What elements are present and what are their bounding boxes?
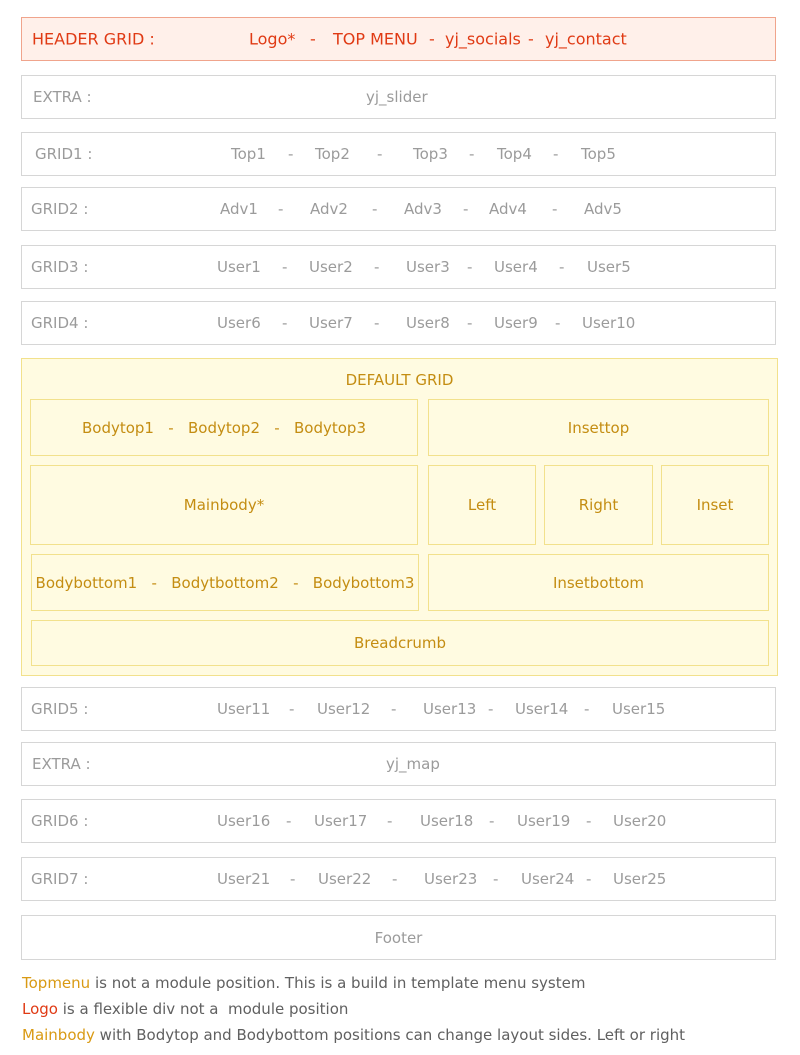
grid3-label: GRID3 : xyxy=(31,258,89,276)
grid7-item: User25 xyxy=(613,870,667,888)
note-highlight-topmenu: Topmenu xyxy=(22,974,91,992)
grid4-item: User9 xyxy=(494,314,538,332)
grid-separator: - xyxy=(467,258,473,276)
grid3-item: User3 xyxy=(406,258,450,276)
grid2-label: GRID2 : xyxy=(31,200,89,218)
grid-separator: - xyxy=(278,200,284,218)
grid1-item: Top3 xyxy=(413,145,448,163)
grid6-item: User17 xyxy=(314,812,368,830)
grid-separator: - xyxy=(286,812,292,830)
insetbottom-label: Insetbottom xyxy=(552,573,645,592)
grid-separator: - xyxy=(586,870,592,888)
grid-separator: - xyxy=(488,700,494,718)
grid6-item: User19 xyxy=(517,812,571,830)
header-item-socials: yj_socials xyxy=(445,29,521,49)
grid4-item: User10 xyxy=(582,314,636,332)
grid-separator: - xyxy=(555,314,561,332)
header-grid-label: HEADER GRID : xyxy=(32,29,155,49)
grid1-row xyxy=(21,132,776,176)
header-item-contact: yj_contact xyxy=(545,29,627,49)
notes xyxy=(22,972,685,1050)
grid6-item: User20 xyxy=(613,812,667,830)
grid6-row xyxy=(21,799,776,843)
grid3-item: User5 xyxy=(587,258,631,276)
grid7-item: User24 xyxy=(521,870,575,888)
grid2-item: Adv4 xyxy=(489,200,527,218)
grid5-label: GRID5 : xyxy=(31,700,89,718)
grid3-item: User1 xyxy=(217,258,261,276)
grid-separator: - xyxy=(586,812,592,830)
header-grid-row xyxy=(21,17,776,61)
bodytop-box xyxy=(30,399,418,456)
grid1-item: Top5 xyxy=(581,145,616,163)
header-item-top-menu: TOP MENU xyxy=(333,29,418,49)
extra-row-map xyxy=(21,742,776,786)
left-box xyxy=(428,465,536,545)
grid-separator: - xyxy=(290,870,296,888)
grid7-label: GRID7 : xyxy=(31,870,89,888)
header-separator: - xyxy=(310,29,316,49)
extra-value-slider: yj_slider xyxy=(366,88,428,106)
grid-separator: - xyxy=(387,812,393,830)
footer-row xyxy=(21,915,776,960)
extra-label: EXTRA : xyxy=(33,88,92,106)
grid2-item: Adv3 xyxy=(404,200,442,218)
grid1-label: GRID1 : xyxy=(35,145,93,163)
grid2-item: Adv2 xyxy=(310,200,348,218)
grid4-label: GRID4 : xyxy=(31,314,89,332)
note-highlight-mainbody: Mainbody xyxy=(22,1026,95,1044)
mainbody-label: Mainbody* xyxy=(183,496,265,514)
grid-separator: - xyxy=(288,145,294,163)
extra-row-slider xyxy=(21,75,776,119)
footer-label: Footer xyxy=(374,928,423,947)
grid3-item: User4 xyxy=(494,258,538,276)
grid4-item: User7 xyxy=(309,314,353,332)
default-grid-title: DEFAULT GRID xyxy=(345,371,454,389)
note-line xyxy=(22,1024,685,1050)
grid-separator: - xyxy=(552,200,558,218)
grid5-item: User11 xyxy=(217,700,271,718)
grid5-item: User13 xyxy=(423,700,477,718)
grid-separator: - xyxy=(553,145,559,163)
grid-separator: - xyxy=(372,200,378,218)
bodybottom-label: Bodybottom1 - Bodytbottom2 - Bodybottom3 xyxy=(35,573,415,592)
grid-separator: - xyxy=(469,145,475,163)
grid6-item: User18 xyxy=(420,812,474,830)
grid-separator: - xyxy=(391,700,397,718)
grid6-item: User16 xyxy=(217,812,271,830)
grid7-item: User23 xyxy=(424,870,478,888)
grid-separator: - xyxy=(467,314,473,332)
grid-separator: - xyxy=(584,700,590,718)
grid1-item: Top2 xyxy=(315,145,350,163)
grid-separator: - xyxy=(374,258,380,276)
grid-separator: - xyxy=(282,258,288,276)
note-line xyxy=(22,972,685,998)
grid-separator: - xyxy=(289,700,295,718)
grid6-label: GRID6 : xyxy=(31,812,89,830)
extra-value-map: yj_map xyxy=(386,755,440,773)
grid4-item: User6 xyxy=(217,314,261,332)
grid4-item: User8 xyxy=(406,314,450,332)
header-separator: - xyxy=(429,29,435,49)
grid1-item: Top4 xyxy=(497,145,532,163)
grid7-item: User21 xyxy=(217,870,271,888)
grid-separator: - xyxy=(392,870,398,888)
grid-separator: - xyxy=(489,812,495,830)
grid-separator: - xyxy=(559,258,565,276)
inset-box xyxy=(661,465,769,545)
note-text: with Bodytop and Bodybottom positions can change layout sides. Left or right xyxy=(94,1026,686,1044)
grid3-row xyxy=(21,245,776,289)
insettop-box xyxy=(428,399,769,456)
grid-separator: - xyxy=(377,145,383,163)
header-separator: - xyxy=(528,29,534,49)
inset-label: Inset xyxy=(696,496,734,514)
insetbottom-box xyxy=(428,554,769,611)
breadcrumb-label: Breadcrumb xyxy=(353,634,447,652)
right-box xyxy=(544,465,653,545)
right-label: Right xyxy=(578,496,619,514)
grid5-row xyxy=(21,687,776,731)
extra-label: EXTRA : xyxy=(32,755,91,773)
header-item-logo: Logo* xyxy=(249,29,296,49)
note-text: is a flexible div not a module position xyxy=(57,1000,349,1018)
grid-separator: - xyxy=(463,200,469,218)
note-highlight-logo: Logo xyxy=(22,1000,58,1018)
grid2-item: Adv1 xyxy=(220,200,258,218)
bodybottom-box xyxy=(31,554,419,611)
grid5-item: User12 xyxy=(317,700,371,718)
bodytop-label: Bodytop1 - Bodytop2 - Bodytop3 xyxy=(81,418,366,437)
grid1-item: Top1 xyxy=(231,145,266,163)
grid7-row xyxy=(21,857,776,901)
mainbody-box xyxy=(30,465,418,545)
breadcrumb-box xyxy=(31,620,769,666)
grid-separator: - xyxy=(282,314,288,332)
note-text: is not a module position. This is a build in template menu system xyxy=(90,974,586,992)
default-grid xyxy=(21,358,778,676)
grid4-row xyxy=(21,301,776,345)
left-label: Left xyxy=(467,496,497,514)
grid2-row xyxy=(21,187,776,231)
grid-separator: - xyxy=(493,870,499,888)
grid-separator: - xyxy=(374,314,380,332)
grid3-item: User2 xyxy=(309,258,353,276)
grid5-item: User14 xyxy=(515,700,569,718)
grid2-item: Adv5 xyxy=(584,200,622,218)
note-line xyxy=(22,998,685,1024)
grid5-item: User15 xyxy=(612,700,666,718)
insettop-label: Insettop xyxy=(567,418,630,437)
grid7-item: User22 xyxy=(318,870,372,888)
